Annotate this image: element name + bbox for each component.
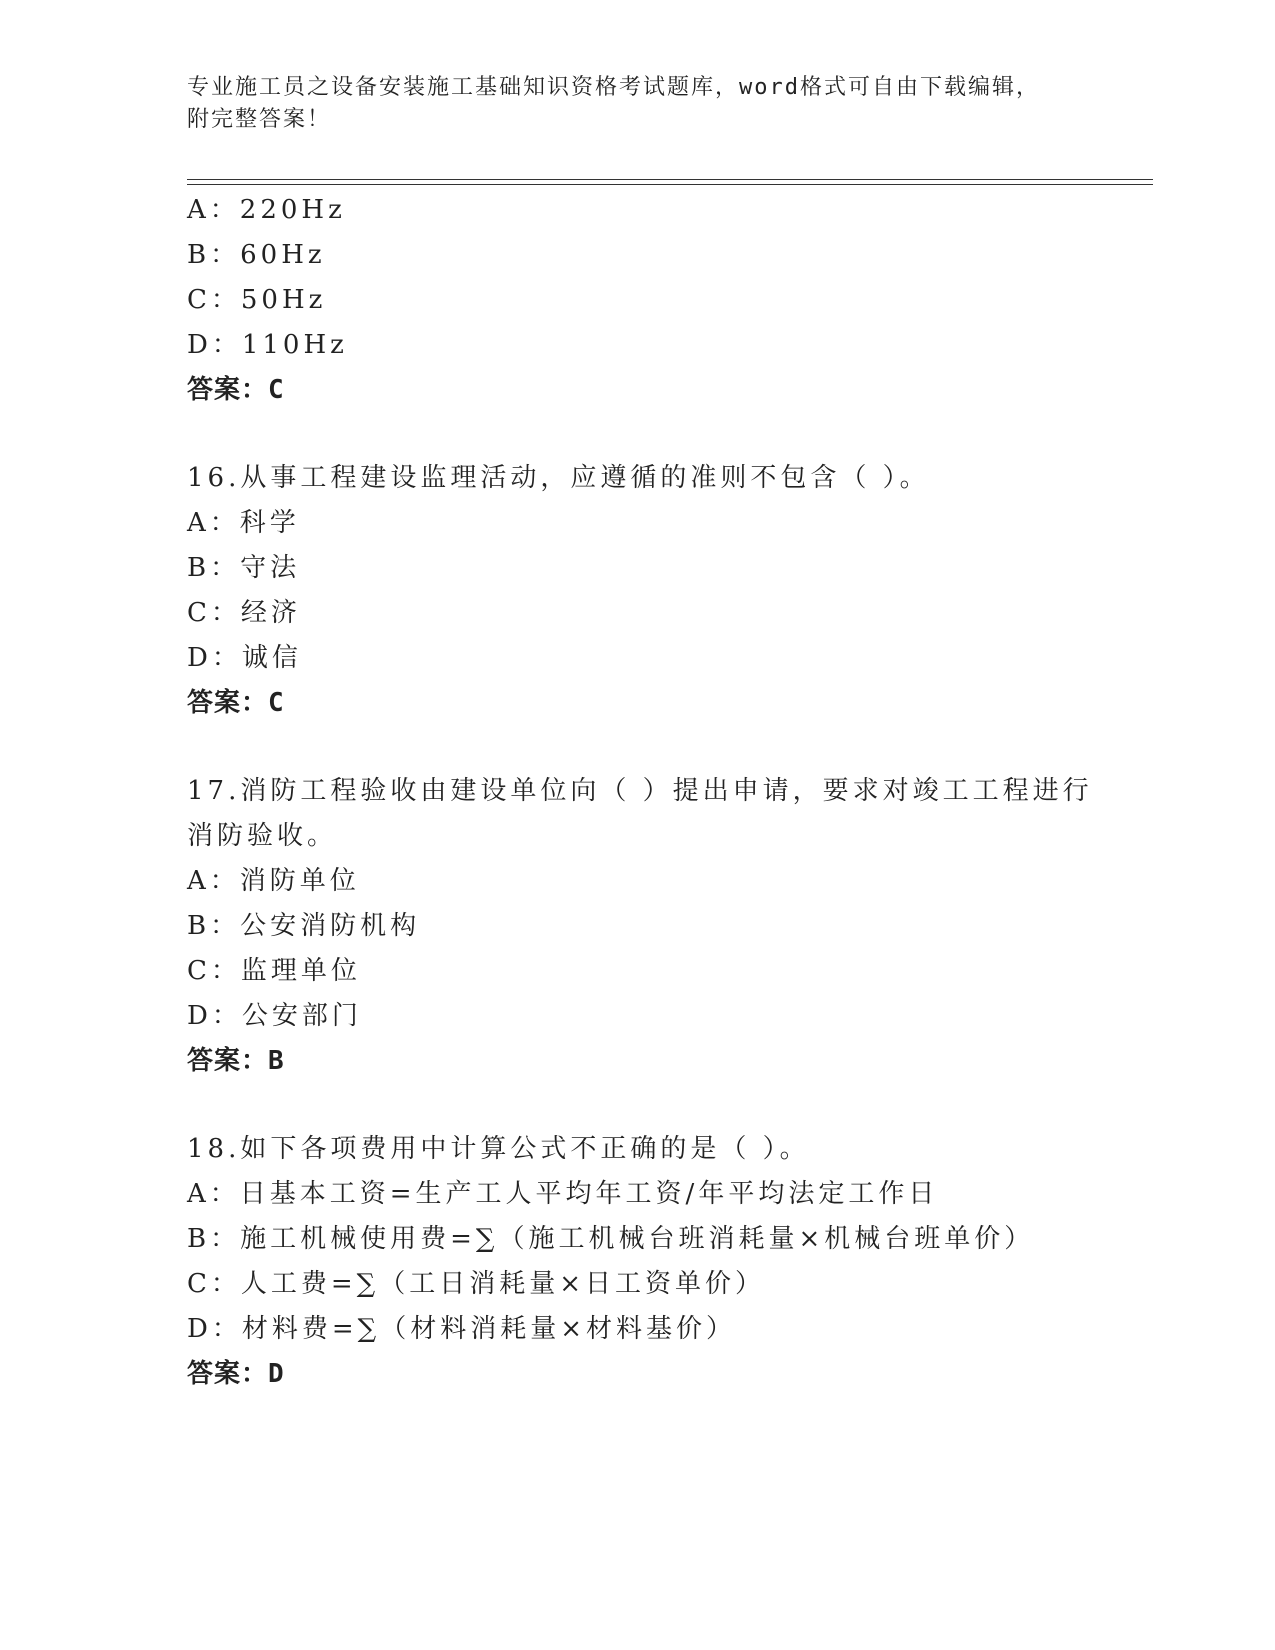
q17-answer: 答案：B	[187, 1046, 285, 1076]
q15-option-c: C：50Hz	[187, 285, 327, 315]
document-header	[187, 72, 1067, 136]
q18-option-b: B：施工机械使用费=∑（施工机械台班消耗量×机械台班单价）	[187, 1224, 1035, 1254]
q17-question-line-2: 消防验收。	[187, 821, 338, 851]
q17-option-d: D：公安部门	[187, 1001, 362, 1031]
q18-option-c: C：人工费=∑（工日消耗量×日工资单价）	[187, 1269, 766, 1299]
q17-question-line-1: 17.消防工程验收由建设单位向（ ）提出申请，要求对竣工工程进行	[187, 776, 1093, 806]
q18-question: 18.如下各项费用中计算公式不正确的是（ ）。	[187, 1134, 810, 1164]
q15-option-b: B：60Hz	[187, 240, 326, 270]
q17-option-c: C：监理单位	[187, 956, 361, 986]
q16-question: 16.从事工程建设监理活动，应遵循的准则不包含（ ）。	[187, 463, 930, 493]
q16-option-b: B：守法	[187, 553, 301, 583]
q17-option-b: B：公安消防机构	[187, 911, 421, 941]
q17-option-a: A：消防单位	[187, 866, 360, 896]
q15-option-d: D：110Hz	[187, 330, 348, 360]
header-line-2: 附完整答案！	[187, 107, 332, 132]
q16-answer: 答案：C	[187, 688, 285, 718]
header-divider-bottom	[187, 184, 1153, 185]
q16-option-d: D：诚信	[187, 643, 302, 673]
q15-option-a: A：220Hz	[187, 195, 346, 225]
header-line-1: 专业施工员之设备安装施工基础知识资格考试题库，word格式可自由下载编辑，	[187, 75, 1040, 100]
q16-option-a: A：科学	[187, 508, 300, 538]
q18-option-d: D：材料费=∑（材料消耗量×材料基价）	[187, 1314, 736, 1344]
q16-option-c: C：经济	[187, 598, 301, 628]
header-divider-top	[187, 179, 1153, 180]
q18-answer: 答案：D	[187, 1359, 285, 1389]
q18-option-a: A：日基本工资=生产工人平均年工资/年平均法定工作日	[187, 1179, 939, 1209]
q15-answer: 答案：C	[187, 375, 285, 405]
